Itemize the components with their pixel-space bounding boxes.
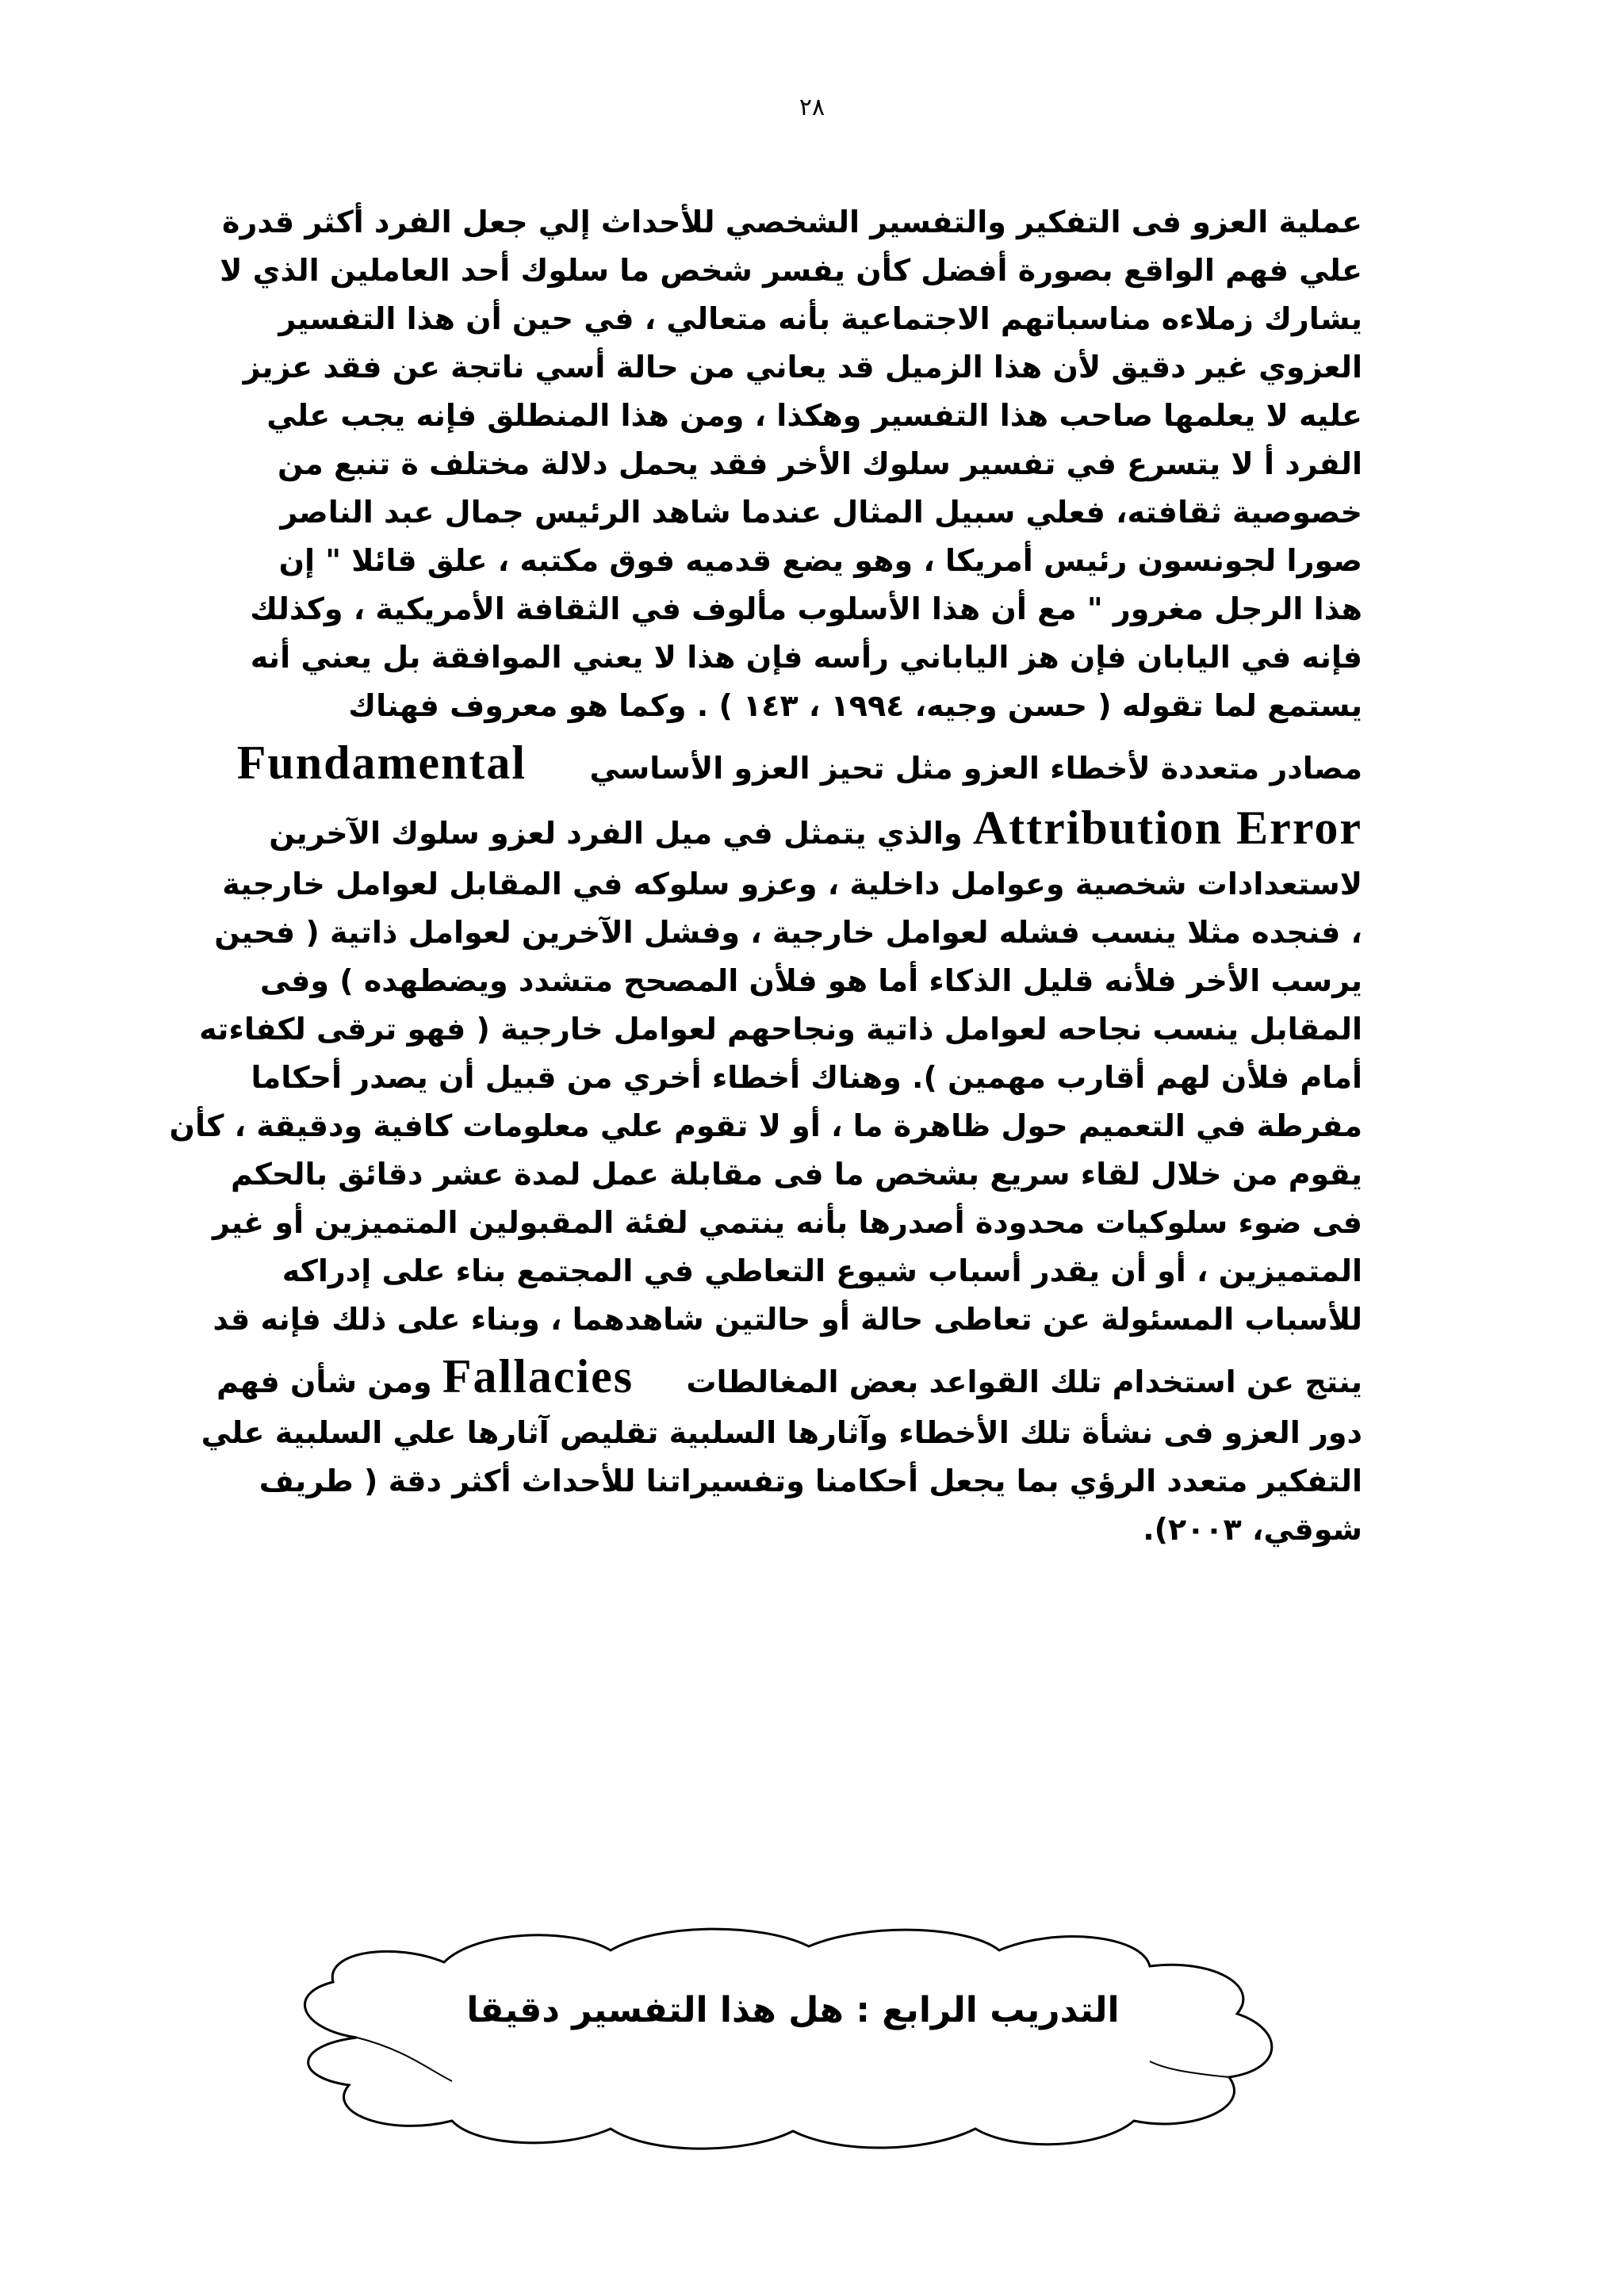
english-term-attribution-error: Attribution Error bbox=[972, 802, 1362, 854]
text-segment: ينتج عن استخدام تلك القواعد بعض المغالطات bbox=[686, 1364, 1362, 1399]
text-line: المتميزين ، أو أن يقدر أسباب شيوع التعاطي في المجتمع بناء على إدراكه bbox=[282, 1253, 1362, 1288]
text-line: صورا لجونسون رئيس أمريكا ، وهو يضع قدميه فوق مكتبه ، علق قائلا " إن bbox=[278, 543, 1362, 578]
text-line: فى ضوء سلوكيات محدودة أصدرها بأنه ينتمي لفئة المقبولين المتميزين أو غير bbox=[213, 1205, 1362, 1240]
text-line bbox=[252, 795, 1362, 860]
text-line: شوقي، ٢٠٠٣). bbox=[1143, 1512, 1362, 1547]
text-line: يرسب الأخر فلأنه قليل الذكاء أما هو فلأن المصحح متشدد ويضطهده ) وفى bbox=[260, 963, 1362, 998]
text-line: عملية العزو فى التفكير والتفسير الشخصي للأحداث إلي جعل الفرد أكثر قدرة bbox=[222, 205, 1362, 239]
text-line: علي فهم الواقع بصورة أفضل كأن يفسر شخص ما سلوك أحد العاملين الذي لا bbox=[220, 253, 1362, 288]
exercise-cloud bbox=[238, 1919, 1348, 2156]
text-segment: والذي يتمثل في ميل الفرد لعزو سلوك الآخرين bbox=[269, 816, 963, 851]
text-line: العزوي غير دقيق لأن هذا الزميل قد يعاني من حالة أسي ناتجة عن فقد عزيز bbox=[243, 350, 1362, 385]
text-line: مفرطة في التعميم حول ظاهرة ما ، أو لا تقوم علي معلومات كافية ودقيقة ، كأن bbox=[169, 1108, 1362, 1143]
english-term-fallacies: Fallacies bbox=[442, 1350, 634, 1402]
text-line bbox=[216, 1344, 1362, 1409]
text-line: ، فنجده مثلا ينسب فشله لعوامل خارجية ، وفشل الآخرين لعوامل ذاتية ( فحين bbox=[214, 915, 1362, 950]
text-line: عليه لا يعلمها صاحب هذا التفسير وهكذا ، ومن هذا المنطلق فإنه يجب علي bbox=[266, 398, 1362, 433]
cloud-shape bbox=[238, 1919, 1348, 2156]
body-text bbox=[169, 198, 1362, 1554]
text-line: يشارك زملاءه مناسباتهم الاجتماعية بأنه متعالي ، في حين أن هذا التفسير bbox=[278, 301, 1362, 336]
english-term-fundamental: Fundamental bbox=[236, 737, 527, 789]
text-segment: مصادر متعددة لأخطاء العزو مثل تحيز العزو الأساسي bbox=[589, 751, 1362, 786]
exercise-title: التدريب الرابع : هل هذا التفسير دقيقا bbox=[466, 1990, 1120, 2030]
text-line: الفرد أ لا يتسرع في تفسير سلوك الأخر فقد يحمل دلالة مختلف ة تنبع من bbox=[278, 446, 1362, 481]
text-segment: ومن شأن فهم bbox=[216, 1364, 432, 1399]
text-line: فإنه في اليابان فإن هز الياباني رأسه فإن هذا لا يعني الموافقة بل يعني أنه bbox=[250, 640, 1362, 675]
text-line: خصوصية ثقافته، فعلي سبيل المثال عندما شاهد الرئيس جمال عبد الناصر bbox=[280, 495, 1362, 530]
page-number: ٢٨ bbox=[799, 94, 825, 121]
text-line bbox=[236, 730, 1362, 795]
text-line: للأسباب المسئولة عن تعاطى حالة أو حالتين شاهدهما ، وبناء على ذلك فإنه قد bbox=[213, 1302, 1362, 1337]
text-line: يقوم من خلال لقاء سريع بشخص ما فى مقابلة عمل لمدة عشر دقائق بالحكم bbox=[230, 1157, 1362, 1192]
text-line: التفكير متعدد الرؤي بما يجعل أحكامنا وتفسيراتنا للأحداث أكثر دقة ( طريف bbox=[259, 1464, 1362, 1498]
text-line: هذا الرجل مغرور " مع أن هذا الأسلوب مألوف في الثقافة الأمريكية ، وكذلك bbox=[250, 591, 1362, 626]
text-line: المقابل ينسب نجاحه لعوامل ذاتية ونجاحهم لعوامل خارجية ( فهو ترقى لكفاءته bbox=[199, 1012, 1362, 1047]
text-line: دور العزو فى نشأة تلك الأخطاء وآثارها السلبية تقليص آثارها علي السلبية علي bbox=[201, 1415, 1362, 1450]
text-line: يستمع لما تقوله ( حسن وجيه، ١٩٩٤ ، ١٤٣ ) . وكما هو معروف فهناك bbox=[348, 688, 1362, 723]
text-line: أمام فلأن لهم أقارب مهمين ). وهناك أخطاء أخري من قبيل أن يصدر أحكاما bbox=[251, 1060, 1362, 1095]
text-line: لاستعدادات شخصية وعوامل داخلية ، وعزو سلوكه في المقابل لعوامل خارجية bbox=[222, 867, 1362, 901]
